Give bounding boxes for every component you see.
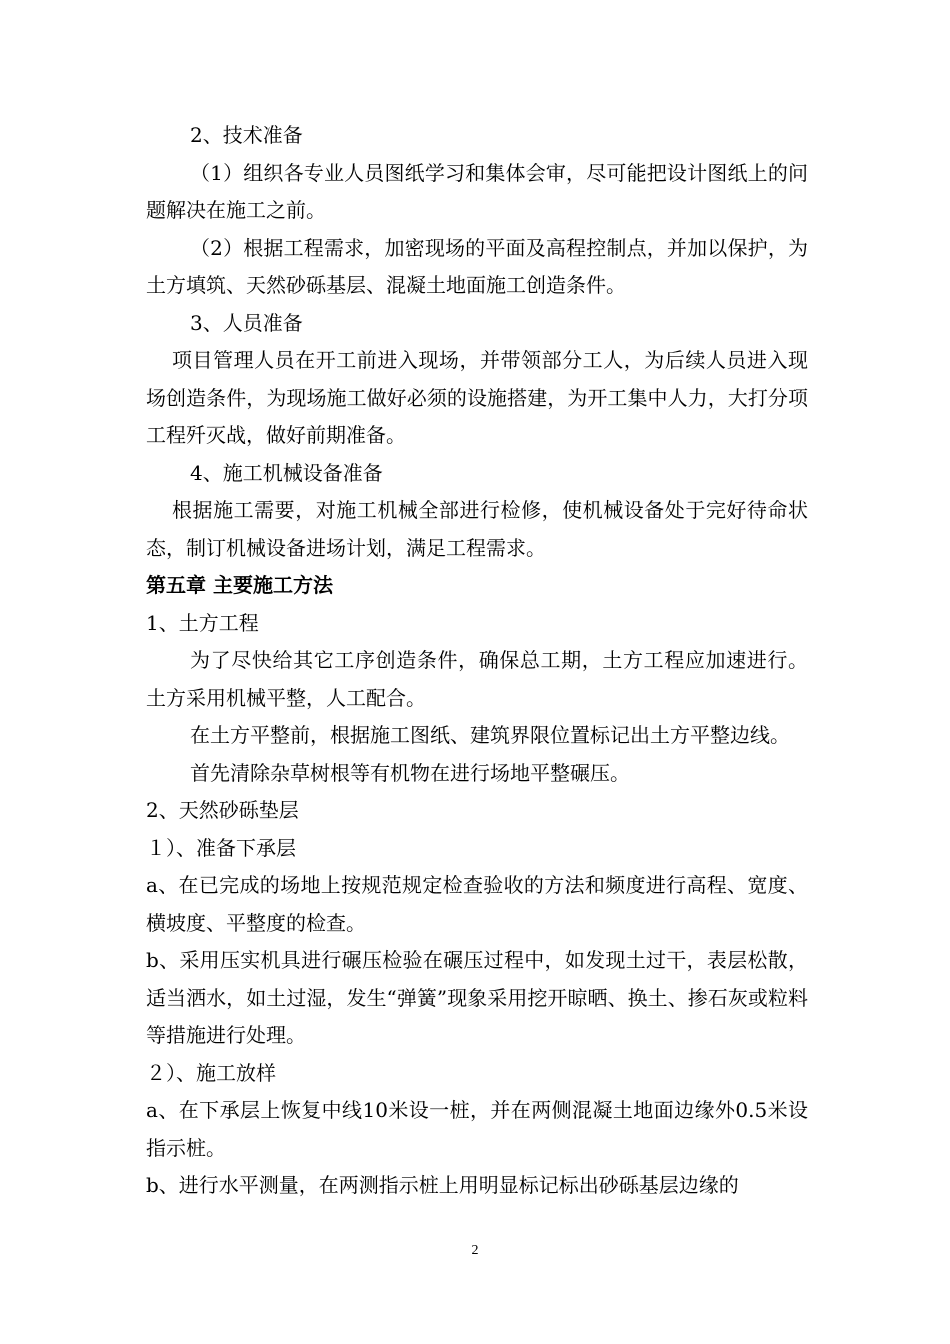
page-number: 2 xyxy=(471,1243,479,1258)
paragraph: 在土方平整前，根据施工图纸、建筑界限位置标记出土方平整边线。 xyxy=(190,723,790,747)
paragraph: 根据施工需要，对施工机械全部进行检修，使机械设备处于完好待命状态，制订机械设备进场计划，满足工程需求。 xyxy=(146,498,808,560)
section-heading-earthwork: 1、土方工程 xyxy=(146,610,259,635)
list-item: a、在已完成的场地上按规范规定检查验收的方法和频度进行高程、宽度、横坡度、平整度的检查。 xyxy=(146,873,808,935)
subsection-heading: １）、准备下承层 xyxy=(146,835,296,860)
subheading-tech-prep: 2、技术准备 xyxy=(190,123,303,147)
paragraph: 为了尽快给其它工序创造条件，确保总工期，土方工程应加速进行。土方采用机械平整，人工配合。 xyxy=(146,648,808,710)
chapter-heading: 第五章 主要施工方法 xyxy=(146,573,333,597)
subheading-staff-prep: 3、人员准备 xyxy=(190,310,303,335)
page-body xyxy=(146,117,808,1205)
section-heading-gravel-cushion: 2、天然砂砾垫层 xyxy=(146,798,299,822)
list-item: b、采用压实机具进行碾压检验在碾压过程中，如发现土过干，表层松散，适当洒水，如土过湿，发生“弹簧”现象采用挖开晾晒、换土、掺石灰或粒料等措施进行处理。 xyxy=(146,948,808,1047)
list-item: a、在下承层上恢复中线10米设一桩，并在两侧混凝土地面边缘外0.5米设指示桩。 xyxy=(146,1098,808,1160)
subheading-machinery-prep: 4、施工机械设备准备 xyxy=(190,460,383,485)
paragraph: （2）根据工程需求，加密现场的平面及高程控制点，并加以保护，为土方填筑、天然砂砾基层、混凝土地面施工创造条件。 xyxy=(146,235,808,297)
paragraph: 首先清除杂草树根等有机物在进行场地平整碾压。 xyxy=(190,760,630,785)
paragraph: 项目管理人员在开工前进入现场，并带领部分工人，为后续人员进入现场创造条件，为现场施工做好必须的设施搭建，为开工集中人力，大打分项工程歼灭战，做好前期准备。 xyxy=(146,348,808,447)
list-item: b、进行水平测量，在两测指示桩上用明显标记标出砂砾基层边缘的 xyxy=(146,1173,739,1197)
subsection-heading: ２）、施工放样 xyxy=(146,1060,276,1085)
paragraph: （1）组织各专业人员图纸学习和集体会审，尽可能把设计图纸上的问题解决在施工之前。 xyxy=(146,160,808,222)
